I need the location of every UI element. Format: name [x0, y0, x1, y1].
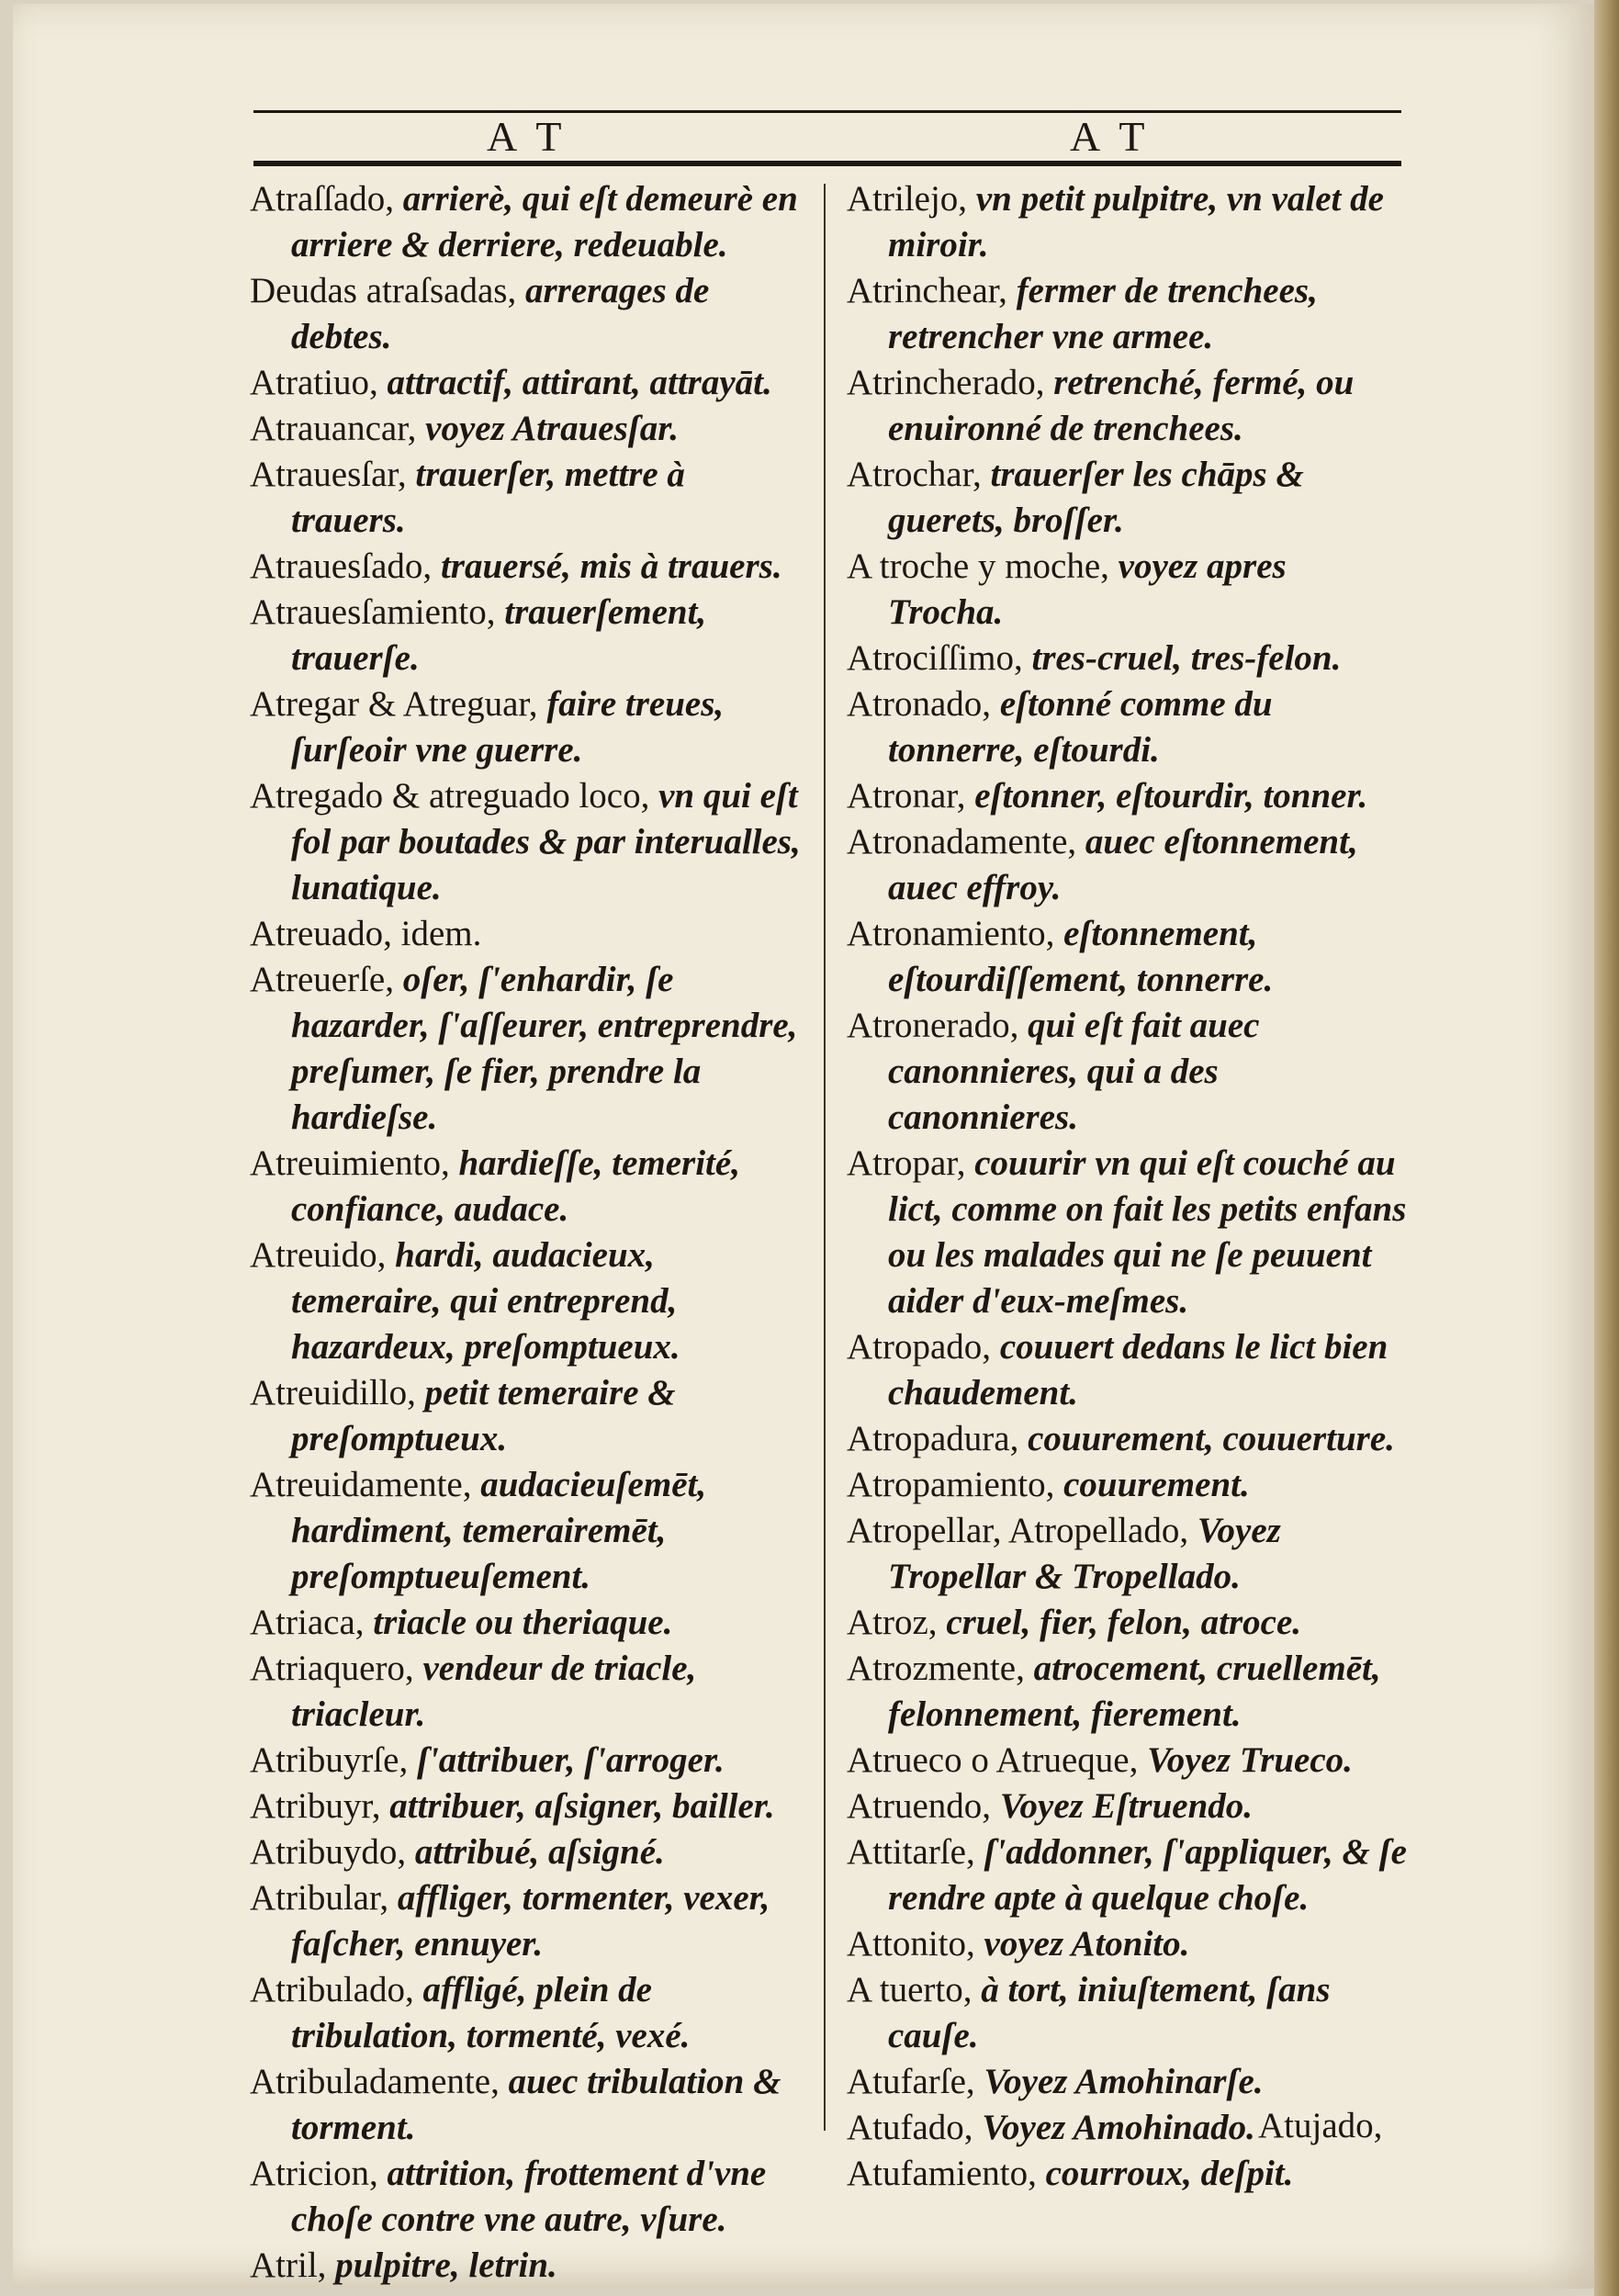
- dictionary-entry: [250, 1462, 805, 1600]
- entry-headword: Atreuimiento,: [250, 1143, 459, 1183]
- entry-headword: Atratiuo,: [250, 363, 388, 402]
- entry-definition: trauerſement, trauerſe.: [291, 592, 707, 678]
- entry-headword: Atruendo,: [847, 1786, 1000, 1826]
- entry-headword: Atreuido,: [250, 1235, 396, 1275]
- entry-definition: voyez apres Trocha.: [888, 546, 1287, 632]
- dictionary-entry: [250, 406, 805, 452]
- entry-headword: Atronamiento,: [847, 914, 1064, 953]
- dictionary-entry: [847, 2059, 1407, 2105]
- header-rule-top: [253, 110, 1401, 113]
- dictionary-entry: [847, 2151, 1407, 2197]
- entry-headword: Atraſſado,: [250, 179, 403, 219]
- entry-definition: vn qui eſt fol par boutades & par interualles, lunatique.: [291, 776, 801, 907]
- entry-headword: Atrinchear,: [847, 271, 1017, 310]
- entry-headword: Atricion,: [250, 2154, 388, 2193]
- entry-headword: Attonito,: [847, 1924, 984, 1964]
- entry-definition: auec tribulation & torment.: [291, 2062, 781, 2147]
- entry-definition: eſtonner, eſtourdir, tonner.: [974, 776, 1368, 816]
- entry-headword: Deudas atraſsadas,: [250, 271, 525, 310]
- entry-definition: oſer, ſ'enhardir, ſe hazarder, ſ'aſſeurer, entreprendre, preſumer, ſe fier, prendre la hardieſse.: [291, 960, 798, 1137]
- dictionary-entry: [250, 590, 805, 681]
- entry-headword: Atrauancar,: [250, 409, 426, 448]
- entry-definition: petit temeraire & preſomptueux.: [291, 1373, 676, 1458]
- entry-headword: Atrociſſimo,: [847, 638, 1032, 678]
- entry-headword: Atreuidillo,: [250, 1373, 425, 1412]
- entry-definition: trauerſer, mettre à trauers.: [291, 455, 685, 540]
- entry-definition: arrerages de debtes.: [291, 271, 710, 356]
- dictionary-entry: [847, 1646, 1407, 1738]
- dictionary-entry: [847, 773, 1407, 819]
- dictionary-entry: [250, 176, 805, 268]
- dictionary-entry: [847, 1829, 1407, 1921]
- entry-headword: A tuerto,: [847, 1970, 982, 2009]
- dictionary-entry: [847, 1141, 1407, 1324]
- dictionary-entry: [250, 1646, 805, 1738]
- dictionary-entry: [250, 2151, 805, 2243]
- left-column: [250, 176, 805, 2289]
- entry-definition: faire treues, ſurſeoir vne guerre.: [291, 684, 725, 770]
- entry-definition: attrition, frottement d'vne choſe contre vne autre, vſure.: [291, 2154, 767, 2239]
- entry-definition: fermer de trenchees, retrencher vne armee.: [888, 271, 1318, 356]
- entry-definition: hardi, audacieux, temeraire, qui entreprend, hazardeux, preſomptueux.: [291, 1235, 680, 1367]
- entry-definition: vendeur de triacle, triacleur.: [291, 1649, 697, 1734]
- entry-headword: Atronado,: [847, 684, 1000, 724]
- entry-definition: arrierè, qui eſt demeurè en arriere & derriere, redeuable.: [291, 179, 798, 264]
- entry-definition: Voyez Amohinarſe.: [984, 2062, 1264, 2101]
- dictionary-entry: [847, 1784, 1407, 1829]
- entry-headword: Atriaca,: [250, 1603, 374, 1642]
- entry-headword: Atropar,: [847, 1143, 975, 1183]
- entry-definition: couurement, couuerture.: [1028, 1419, 1395, 1458]
- entry-definition: affliger, tormenter, vexer, faſcher, ennuyer.: [291, 1878, 770, 1964]
- entry-headword: Atufamiento,: [847, 2154, 1046, 2193]
- dictionary-entry: [250, 1141, 805, 1232]
- dictionary-entry: [250, 2059, 805, 2151]
- entry-definition: Voyez Trueco.: [1147, 1740, 1353, 1780]
- dictionary-entry: [250, 1600, 805, 1646]
- dictionary-entry: [250, 360, 805, 406]
- dictionary-entry: [847, 636, 1407, 681]
- entry-headword: Atribuydo,: [250, 1832, 415, 1872]
- entry-definition: pulpitre, letrin.: [335, 2245, 557, 2285]
- entry-definition: attribué, aſsigné.: [414, 1832, 665, 1872]
- entry-definition: cruel, fier, felon, atroce.: [946, 1603, 1301, 1642]
- dictionary-entry: [847, 1967, 1407, 2059]
- entry-headword: Atronar,: [847, 776, 975, 816]
- entry-headword: Atribuyr,: [250, 1786, 390, 1826]
- entry-headword: Atufarſe,: [847, 2062, 984, 2101]
- entry-headword: Atreuado, idem.: [250, 914, 482, 953]
- dictionary-entry: [847, 1921, 1407, 1967]
- dictionary-entry: [847, 360, 1407, 452]
- dictionary-entry: [250, 1967, 805, 2059]
- entry-definition: Voyez Tropellar & Tropellado.: [888, 1511, 1281, 1596]
- entry-definition: attribuer, aſsigner, bailler.: [389, 1786, 775, 1826]
- entry-definition: vn petit pulpitre, vn valet de miroir.: [888, 179, 1384, 264]
- entry-headword: Atronerado,: [847, 1006, 1029, 1045]
- entry-definition: trauerſer les chāps & guerets, broſſer.: [888, 455, 1304, 540]
- entry-definition: eſtonné comme du tonnerre, eſtourdi.: [888, 684, 1273, 770]
- entry-headword: Atronadamente,: [847, 822, 1085, 861]
- entry-definition: tres-cruel, tres-felon.: [1031, 638, 1342, 678]
- dictionary-entry: [250, 452, 805, 544]
- entry-headword: Atribular,: [250, 1878, 398, 1918]
- running-head-right: A T: [1070, 113, 1151, 160]
- entry-headword: Atropamiento,: [847, 1465, 1064, 1504]
- entry-headword: Atropadura,: [847, 1419, 1029, 1458]
- dictionary-entry: [250, 544, 805, 590]
- right-column: [847, 176, 1407, 2197]
- running-head-left: A T: [487, 113, 568, 160]
- dictionary-entry: [847, 819, 1407, 911]
- entry-headword: Atrauesſar,: [250, 455, 416, 494]
- entry-headword: Atrochar,: [847, 455, 991, 494]
- dictionary-entry: [847, 681, 1407, 773]
- dictionary-entry: [250, 957, 805, 1141]
- entry-definition: Voyez Amohinado.: [982, 2108, 1255, 2147]
- entry-definition: voyez Atonito.: [984, 1924, 1190, 1964]
- dictionary-entry: [847, 268, 1407, 360]
- entry-definition: trauersé, mis à trauers.: [440, 546, 782, 586]
- header-rule-bottom: [253, 161, 1401, 166]
- dictionary-entry: [250, 1784, 805, 1829]
- entry-headword: A troche y moche,: [847, 546, 1119, 586]
- dictionary-entry: [847, 544, 1407, 636]
- entry-definition: courroux, deſpit.: [1045, 2154, 1294, 2193]
- page-edge: [1594, 0, 1619, 2296]
- dictionary-entry: [250, 1829, 805, 1875]
- entry-headword: Atrilejo,: [847, 179, 976, 219]
- entry-definition: affligé, plein de tribulation, tormenté, vexé.: [291, 1970, 691, 2055]
- entry-headword: Atrincherado,: [847, 363, 1054, 402]
- dictionary-entry: [847, 1003, 1407, 1141]
- entry-headword: Atribuyrſe,: [250, 1740, 417, 1780]
- dictionary-entry: [250, 773, 805, 911]
- column-divider: [824, 184, 826, 2131]
- dictionary-entry: [250, 1232, 805, 1370]
- entry-definition: qui eſt fait auec canonnieres, qui a des canonnieres.: [888, 1006, 1260, 1137]
- entry-headword: Atril,: [250, 2245, 336, 2285]
- dictionary-entry: [847, 1416, 1407, 1462]
- dictionary-entry: [847, 1600, 1407, 1646]
- entry-definition: triacle ou theriaque.: [373, 1603, 673, 1642]
- dictionary-entry: [250, 1875, 805, 1967]
- entry-headword: Atreuidamente,: [250, 1465, 481, 1504]
- entry-definition: Voyez Eſtruendo.: [999, 1786, 1254, 1826]
- entry-definition: eſtonnement, eſtourdiſſement, tonnerre.: [888, 914, 1274, 999]
- entry-definition: hardieſſe, temerité, confiance, audace.: [291, 1143, 740, 1229]
- entry-definition: attractif, attirant, attrayāt.: [387, 363, 772, 402]
- dictionary-entry: [250, 2243, 805, 2289]
- entry-definition: couurir vn qui eſt couché au lict, comme on fait les petits enfans ou les malades qui ne ſe peuuent aider d'eux-meſmes.: [888, 1143, 1407, 1321]
- entry-definition: audacieuſemēt, hardiment, temerairemēt, preſomptueuſement.: [291, 1465, 707, 1596]
- entry-headword: Atrauesſado,: [250, 546, 441, 586]
- dictionary-entry: [847, 1462, 1407, 1508]
- entry-definition: couuert dedans le lict bien chaudement.: [888, 1327, 1389, 1412]
- entry-headword: Atropado,: [847, 1327, 1000, 1367]
- dictionary-entry: [847, 176, 1407, 268]
- entry-headword: Atregar & Atreguar,: [250, 684, 547, 724]
- dictionary-entry: [250, 1738, 805, 1784]
- entry-headword: Atregado & atreguado loco,: [250, 776, 659, 816]
- entry-definition: retrenché, fermé, ou enuironné de trenchees.: [888, 363, 1355, 448]
- entry-definition: à tort, iniuſtement, ſans cauſe.: [888, 1970, 1331, 2055]
- entry-headword: Atriaquero,: [250, 1649, 423, 1688]
- dictionary-entry: [250, 911, 805, 957]
- dictionary-entry: [847, 1508, 1407, 1600]
- entry-definition: ſ'attribuer, ſ'arroger.: [416, 1740, 725, 1780]
- entry-headword: Atribuladamente,: [250, 2062, 509, 2101]
- entry-definition: voyez Atrauesſar.: [425, 409, 680, 448]
- dictionary-entry: [847, 911, 1407, 1003]
- dictionary-entry: [847, 1324, 1407, 1416]
- dictionary-entry: [847, 1738, 1407, 1784]
- entry-headword: Atrozmente,: [847, 1649, 1034, 1688]
- entry-definition: ſ'addonner, ſ'appliquer, & ſe rendre apte à quelque choſe.: [888, 1832, 1407, 1918]
- dictionary-entry: [847, 452, 1407, 544]
- entry-headword: Attitarſe,: [847, 1832, 984, 1872]
- entry-definition: couurement.: [1063, 1465, 1250, 1504]
- entry-definition: auec eſtonnement, auec effroy.: [888, 822, 1358, 907]
- dictionary-entry: [250, 268, 805, 360]
- entry-headword: Atroz,: [847, 1603, 947, 1642]
- entry-headword: Atropellar, Atropellado,: [847, 1511, 1197, 1550]
- dictionary-entry: [250, 1370, 805, 1462]
- entry-headword: Atribulado,: [250, 1970, 423, 2009]
- entry-headword: Atreuerſe,: [250, 960, 403, 999]
- dictionary-entry: [250, 681, 805, 773]
- entry-headword: Atufado,: [847, 2108, 983, 2147]
- catchword: Atujado,: [1258, 2106, 1383, 2145]
- entry-headword: Atrueco o Atrueque,: [847, 1740, 1148, 1780]
- entry-headword: Atrauesſamiento,: [250, 592, 505, 632]
- entry-definition: atrocement, cruellemēt, felonnement, fierement.: [888, 1649, 1381, 1734]
